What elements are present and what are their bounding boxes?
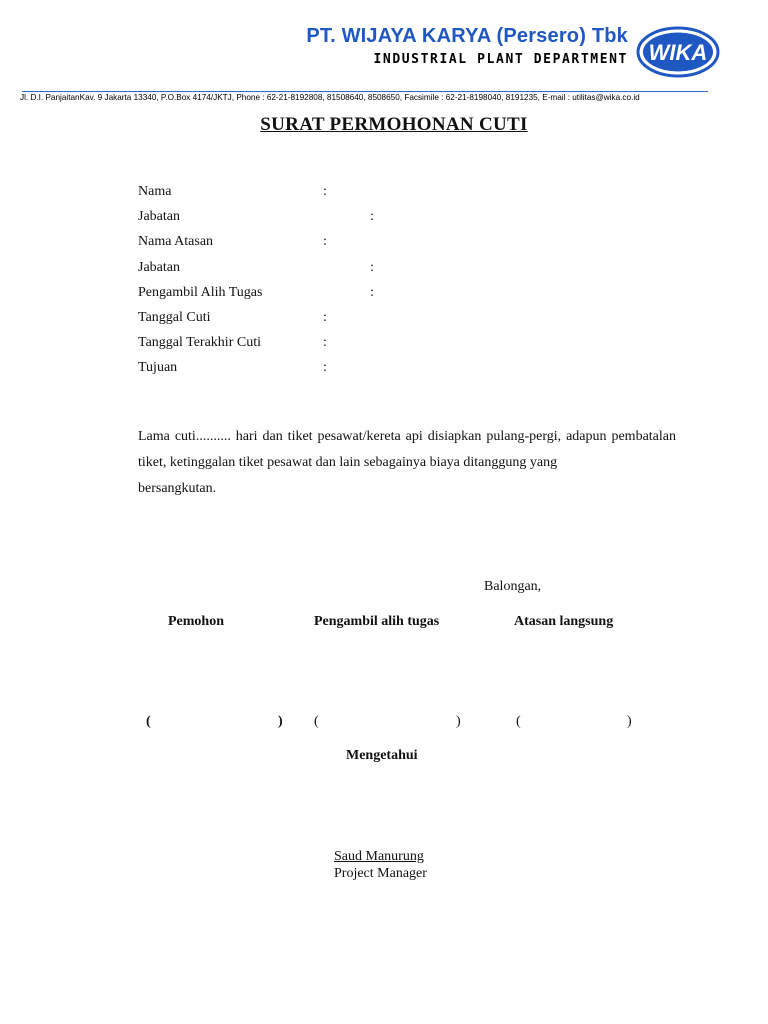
signature-heading-atasan: Atasan langsung — [514, 614, 614, 629]
field-label-jabatan: Jabatan — [138, 209, 180, 224]
field-colon: : — [323, 234, 327, 249]
signature-bracket-open: ( — [314, 714, 319, 729]
department-name: INDUSTRIAL PLANT DEPARTMENT — [373, 52, 628, 67]
field-colon: : — [370, 285, 374, 300]
field-colon: : — [370, 209, 374, 224]
signature-heading-pengambil: Pengambil alih tugas — [314, 614, 440, 629]
paragraph-body: Lama cuti.......... hari dan tiket pesawat/kereta api disiapkan pulang-pergi, adapun pembatalan tiket, ketinggalan tiket pesawat dan lain sebagainya biaya ditanggung yang — [138, 429, 676, 470]
signature-bracket-close: ) — [627, 714, 632, 729]
manager-name: Saud Manurung — [334, 849, 424, 864]
signature-bracket-close: ) — [278, 714, 283, 729]
place-date: Balongan, — [484, 579, 542, 594]
field-colon: : — [323, 360, 327, 375]
field-colon: : — [323, 335, 327, 350]
field-label-nama-atasan: Nama Atasan — [138, 234, 214, 249]
signature-bracket-open: ( — [146, 714, 151, 729]
acknowledgement-heading: Mengetahui — [346, 748, 418, 763]
field-label-tujuan: Tujuan — [138, 360, 178, 375]
field-colon: : — [323, 310, 327, 325]
wika-logo — [636, 26, 720, 78]
manager-title: Project Manager — [334, 866, 427, 881]
signature-bracket-open: ( — [516, 714, 521, 729]
signature-heading-pemohon: Pemohon — [168, 614, 224, 629]
document-title: SURAT PERMOHONAN CUTI — [260, 114, 528, 135]
address-line: Jl. D.I. PanjaitanKav. 9 Jakarta 13340, P.O.Box 4174/JKTJ, Phone : 62-21-8192808, 81508640, 8508650, Facsimile : 62-21-8198040, 8191235, E-mail : utilitas@wika.co.id — [20, 93, 640, 102]
signature-bracket-close: ) — [456, 714, 461, 729]
field-colon: : — [323, 184, 327, 199]
header-divider — [22, 91, 708, 92]
paragraph-end: bersangkutan. — [138, 481, 217, 496]
field-colon: : — [370, 260, 374, 275]
field-label-pengambil-alih-tugas: Pengambil Alih Tugas — [138, 285, 263, 300]
field-label-jabatan-atasan: Jabatan — [138, 260, 180, 275]
field-label-nama: Nama — [138, 184, 172, 199]
logo-text: WIKA — [648, 40, 708, 65]
field-label-tanggal-terakhir-cuti: Tanggal Terakhir Cuti — [138, 335, 261, 350]
leave-terms-paragraph — [138, 424, 676, 502]
field-label-tanggal-cuti: Tanggal Cuti — [138, 310, 211, 325]
company-name: PT. WIJAYA KARYA (Persero) Tbk — [306, 25, 628, 47]
